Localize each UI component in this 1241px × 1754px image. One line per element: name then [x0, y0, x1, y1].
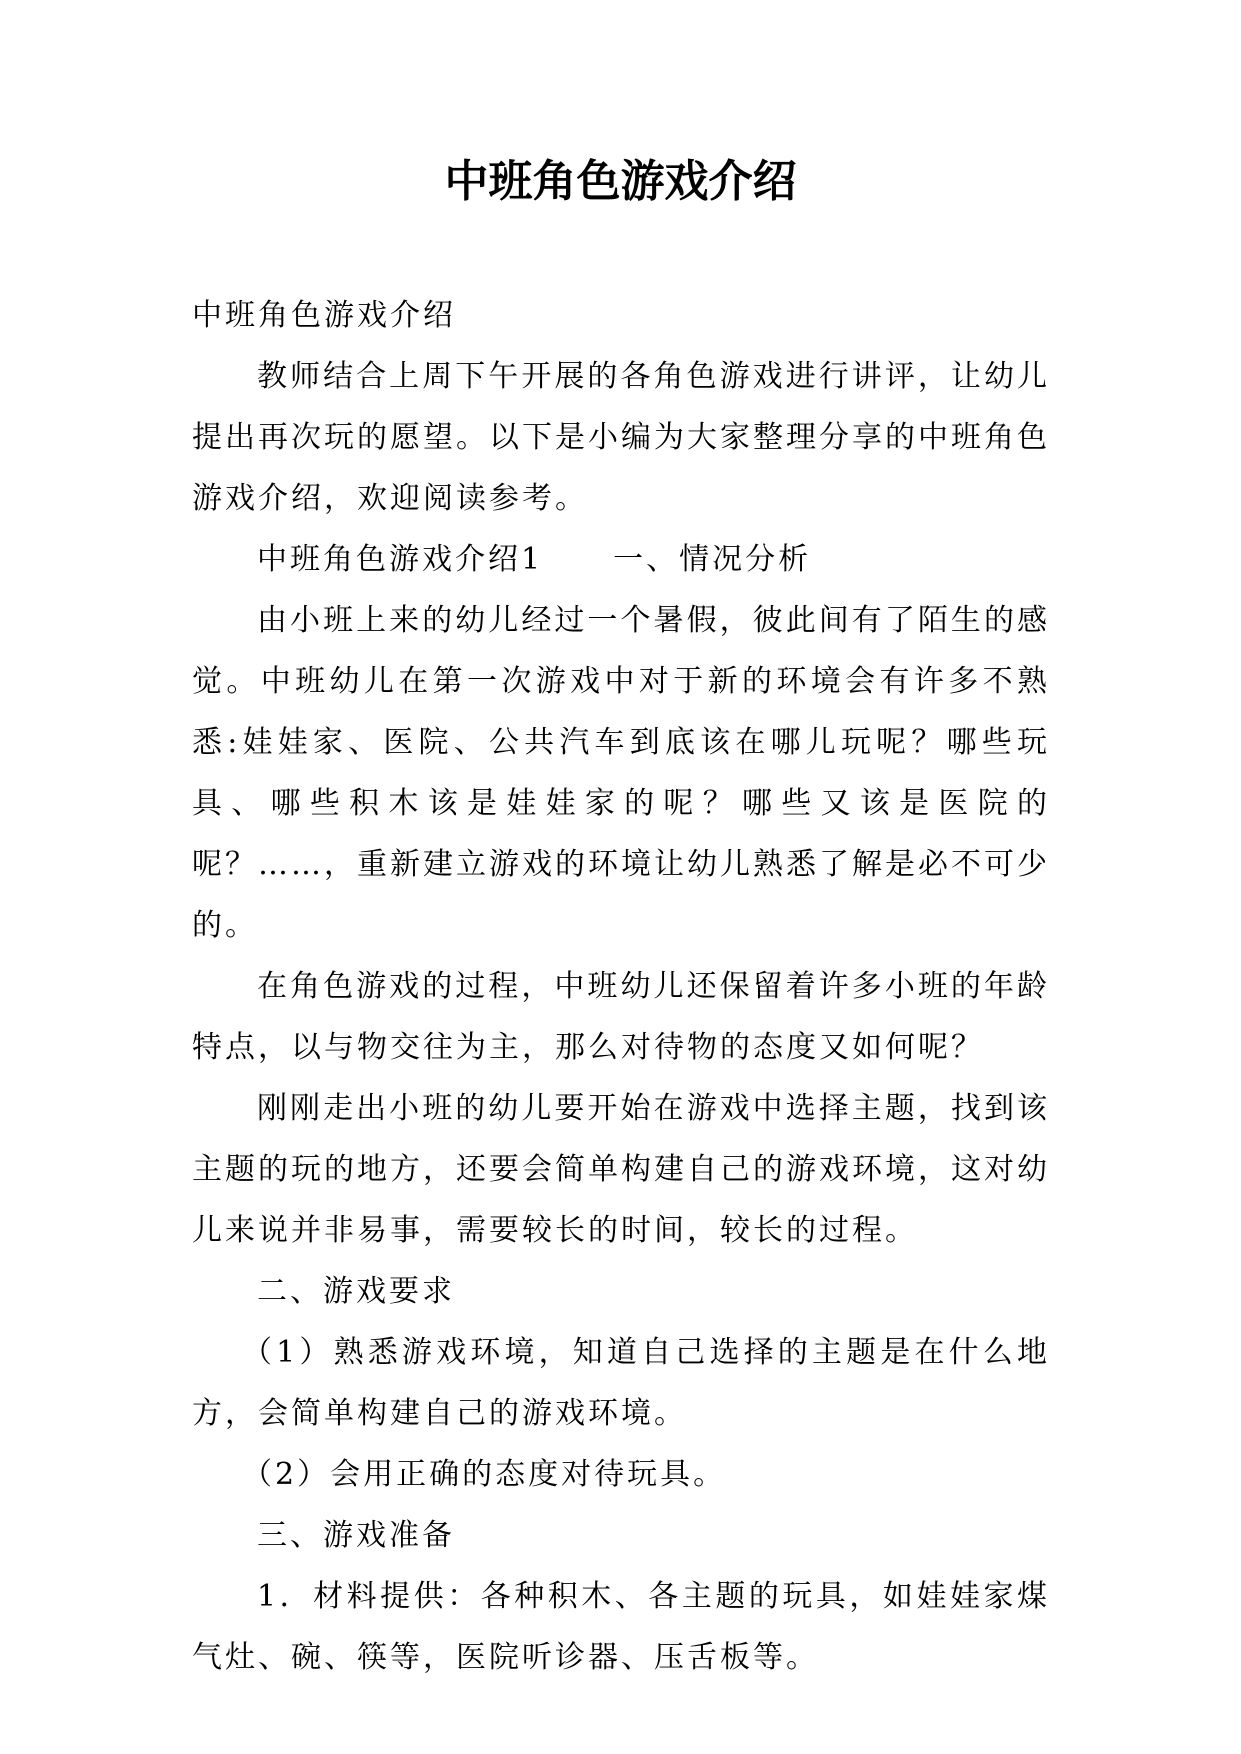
section-heading-line: [192, 529, 1050, 590]
section-heading: 二、游戏要求: [257, 1274, 455, 1309]
paragraph: 教师结合上周下午开展的各角色游戏进行讲评，让幼儿提出再次玩的愿望。以下是小编为大家整理分享的中班角色游戏介绍，欢迎阅读参考。: [192, 359, 1050, 516]
paragraph: 中班角色游戏介绍: [192, 298, 456, 333]
paragraph: 由小班上来的幼儿经过一个暑假，彼此间有了陌生的感觉。中班幼儿在第一次游戏中对于新的环境会有许多不熟悉:娃娃家、医院、公共汽车到底该在哪儿玩呢？哪些玩具、哪些积木该是娃娃家的呢？哪些又该是医院的呢？……，重新建立游戏的环境让幼儿熟悉了解是必不可少的。: [192, 603, 1050, 943]
list-item: 1．材料提供：各种积木、各主题的玩具，如娃娃家煤气灶、碗、筷等，医院听诊器、压舌板等。: [192, 1579, 1050, 1675]
section-heading: 三、游戏准备: [257, 1518, 455, 1553]
article-number-heading: 中班角色游戏介绍1: [257, 542, 544, 577]
paragraph: 刚刚走出小班的幼儿要开始在游戏中选择主题，找到该主题的玩的地方，还要会简单构建自己的游戏环境，这对幼儿来说并非易事，需要较长的时间，较长的过程。: [192, 1091, 1050, 1248]
document-title: 中班角色游戏介绍: [444, 156, 797, 207]
list-item: （2）会用正确的态度对待玩具。: [242, 1457, 727, 1492]
document-body: [192, 285, 1050, 1688]
section-heading: 一、情况分析: [613, 542, 812, 577]
paragraph: 在角色游戏的过程，中班幼儿还保留着许多小班的年龄特点，以与物交往为主，那么对待物的态度又如何呢？: [192, 969, 1050, 1065]
list-item: （1）熟悉游戏环境，知道自己选择的主题是在什么地方，会简单构建自己的游戏环境。: [192, 1335, 1050, 1431]
